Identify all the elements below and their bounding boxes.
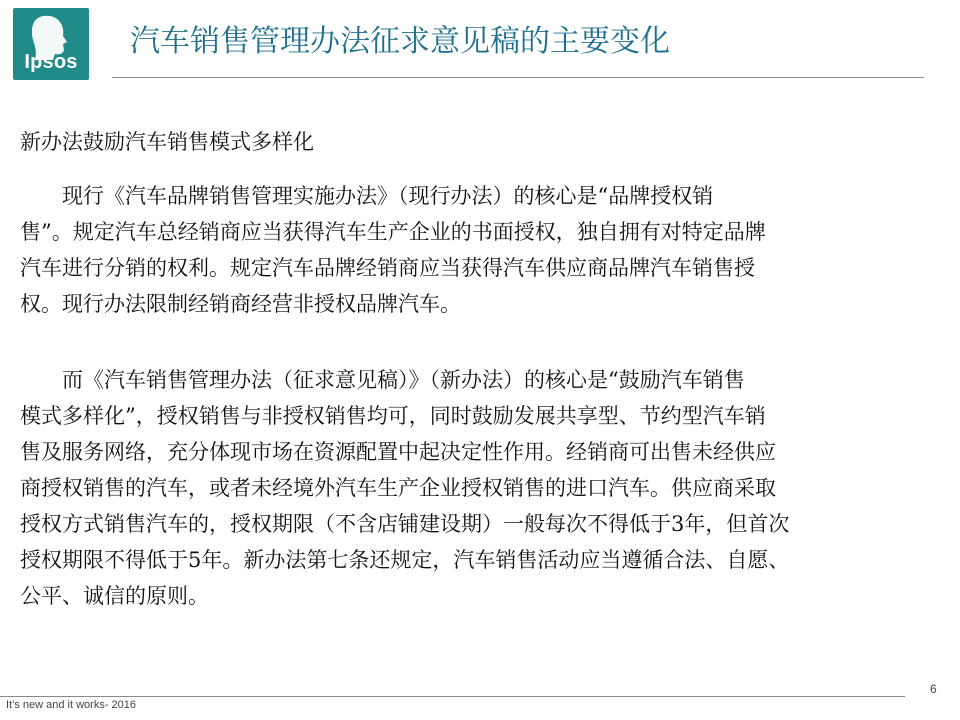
paragraph-current-rules [20, 178, 960, 322]
paragraph-line: 商授权销售的汽车，或者未经境外汽车生产企业授权销售的进口汽车。供应商采取 [20, 476, 776, 500]
footer-divider [0, 696, 905, 697]
paragraph-new-rules [20, 362, 960, 614]
page-number: 6 [930, 682, 937, 696]
ipsos-logo [13, 8, 89, 80]
paragraph-line: 模式多样化”，授权销售与非授权销售均可，同时鼓励发展共享型、节约型汽车销 [20, 404, 766, 428]
paragraph-line: 授权方式销售汽车的，授权期限（不含店铺建设期）一般每次不得低于3年，但首次 [20, 512, 790, 536]
paragraph-line: 售”。规定汽车总经销商应当获得汽车生产企业的书面授权，独自拥有对特定品牌 [20, 220, 766, 244]
footer-text: It’s new and it works- 2016 [6, 699, 137, 711]
paragraph-line: 汽车进行分销的权利。规定汽车品牌经销商应当获得汽车供应商品牌汽车销售授 [20, 256, 755, 280]
paragraph-line: 现行《汽车品牌销售管理实施办法》（现行办法）的核心是“品牌授权销 [20, 184, 714, 208]
title-divider [112, 77, 924, 78]
slide-title: 汽车销售管理办法征求意见稿的主要变化 [130, 24, 670, 59]
paragraph-line: 权。现行办法限制经销商经营非授权品牌汽车。 [20, 292, 461, 316]
paragraph-line: 而《汽车销售管理办法（征求意见稿）》（新办法）的核心是“鼓励汽车销售 [20, 368, 745, 392]
paragraph-line: 公平、诚信的原则。 [20, 584, 209, 608]
paragraph-line: 授权期限不得低于5年。新办法第七条还规定，汽车销售活动应当遵循合法、自愿、 [20, 548, 790, 572]
logo-text: Ipsos [24, 51, 78, 73]
section-heading: 新办法鼓励汽车销售模式多样化 [20, 130, 314, 154]
paragraph-line: 售及服务网络，充分体现市场在资源配置中起决定性作用。经销商可出售未经供应 [20, 440, 776, 464]
